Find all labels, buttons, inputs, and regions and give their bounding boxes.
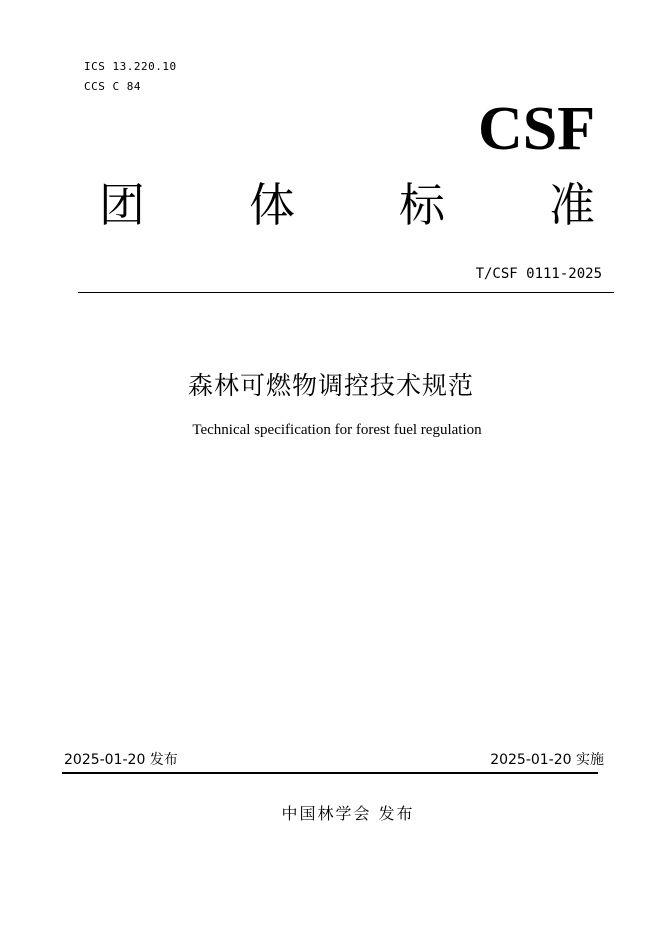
standard-number: T/CSF 0111-2025 [475,266,602,282]
ccs-code: CCS C 84 [84,80,141,93]
standard-type-char: 体 [249,178,295,232]
document-title-chinese: 森林可燃物调控技术规范 [187,371,474,400]
standard-type-char: 标 [399,178,445,232]
standard-type-char: 准 [549,178,595,232]
document-title-english: Technical specification for forest fuel regulation [192,422,482,438]
standard-type-char: 团 [99,178,145,232]
standard-type-heading [92,178,602,232]
publisher: 中国林学会 发布 [281,804,415,823]
csf-logo: CSF [478,95,596,163]
ics-code: ICS 13.220.10 [84,60,177,73]
publish-date: 2025-01-20 发布 [64,752,178,768]
footer-divider [62,772,598,774]
header-divider [78,292,614,293]
implement-date: 2025-01-20 实施 [490,752,604,768]
